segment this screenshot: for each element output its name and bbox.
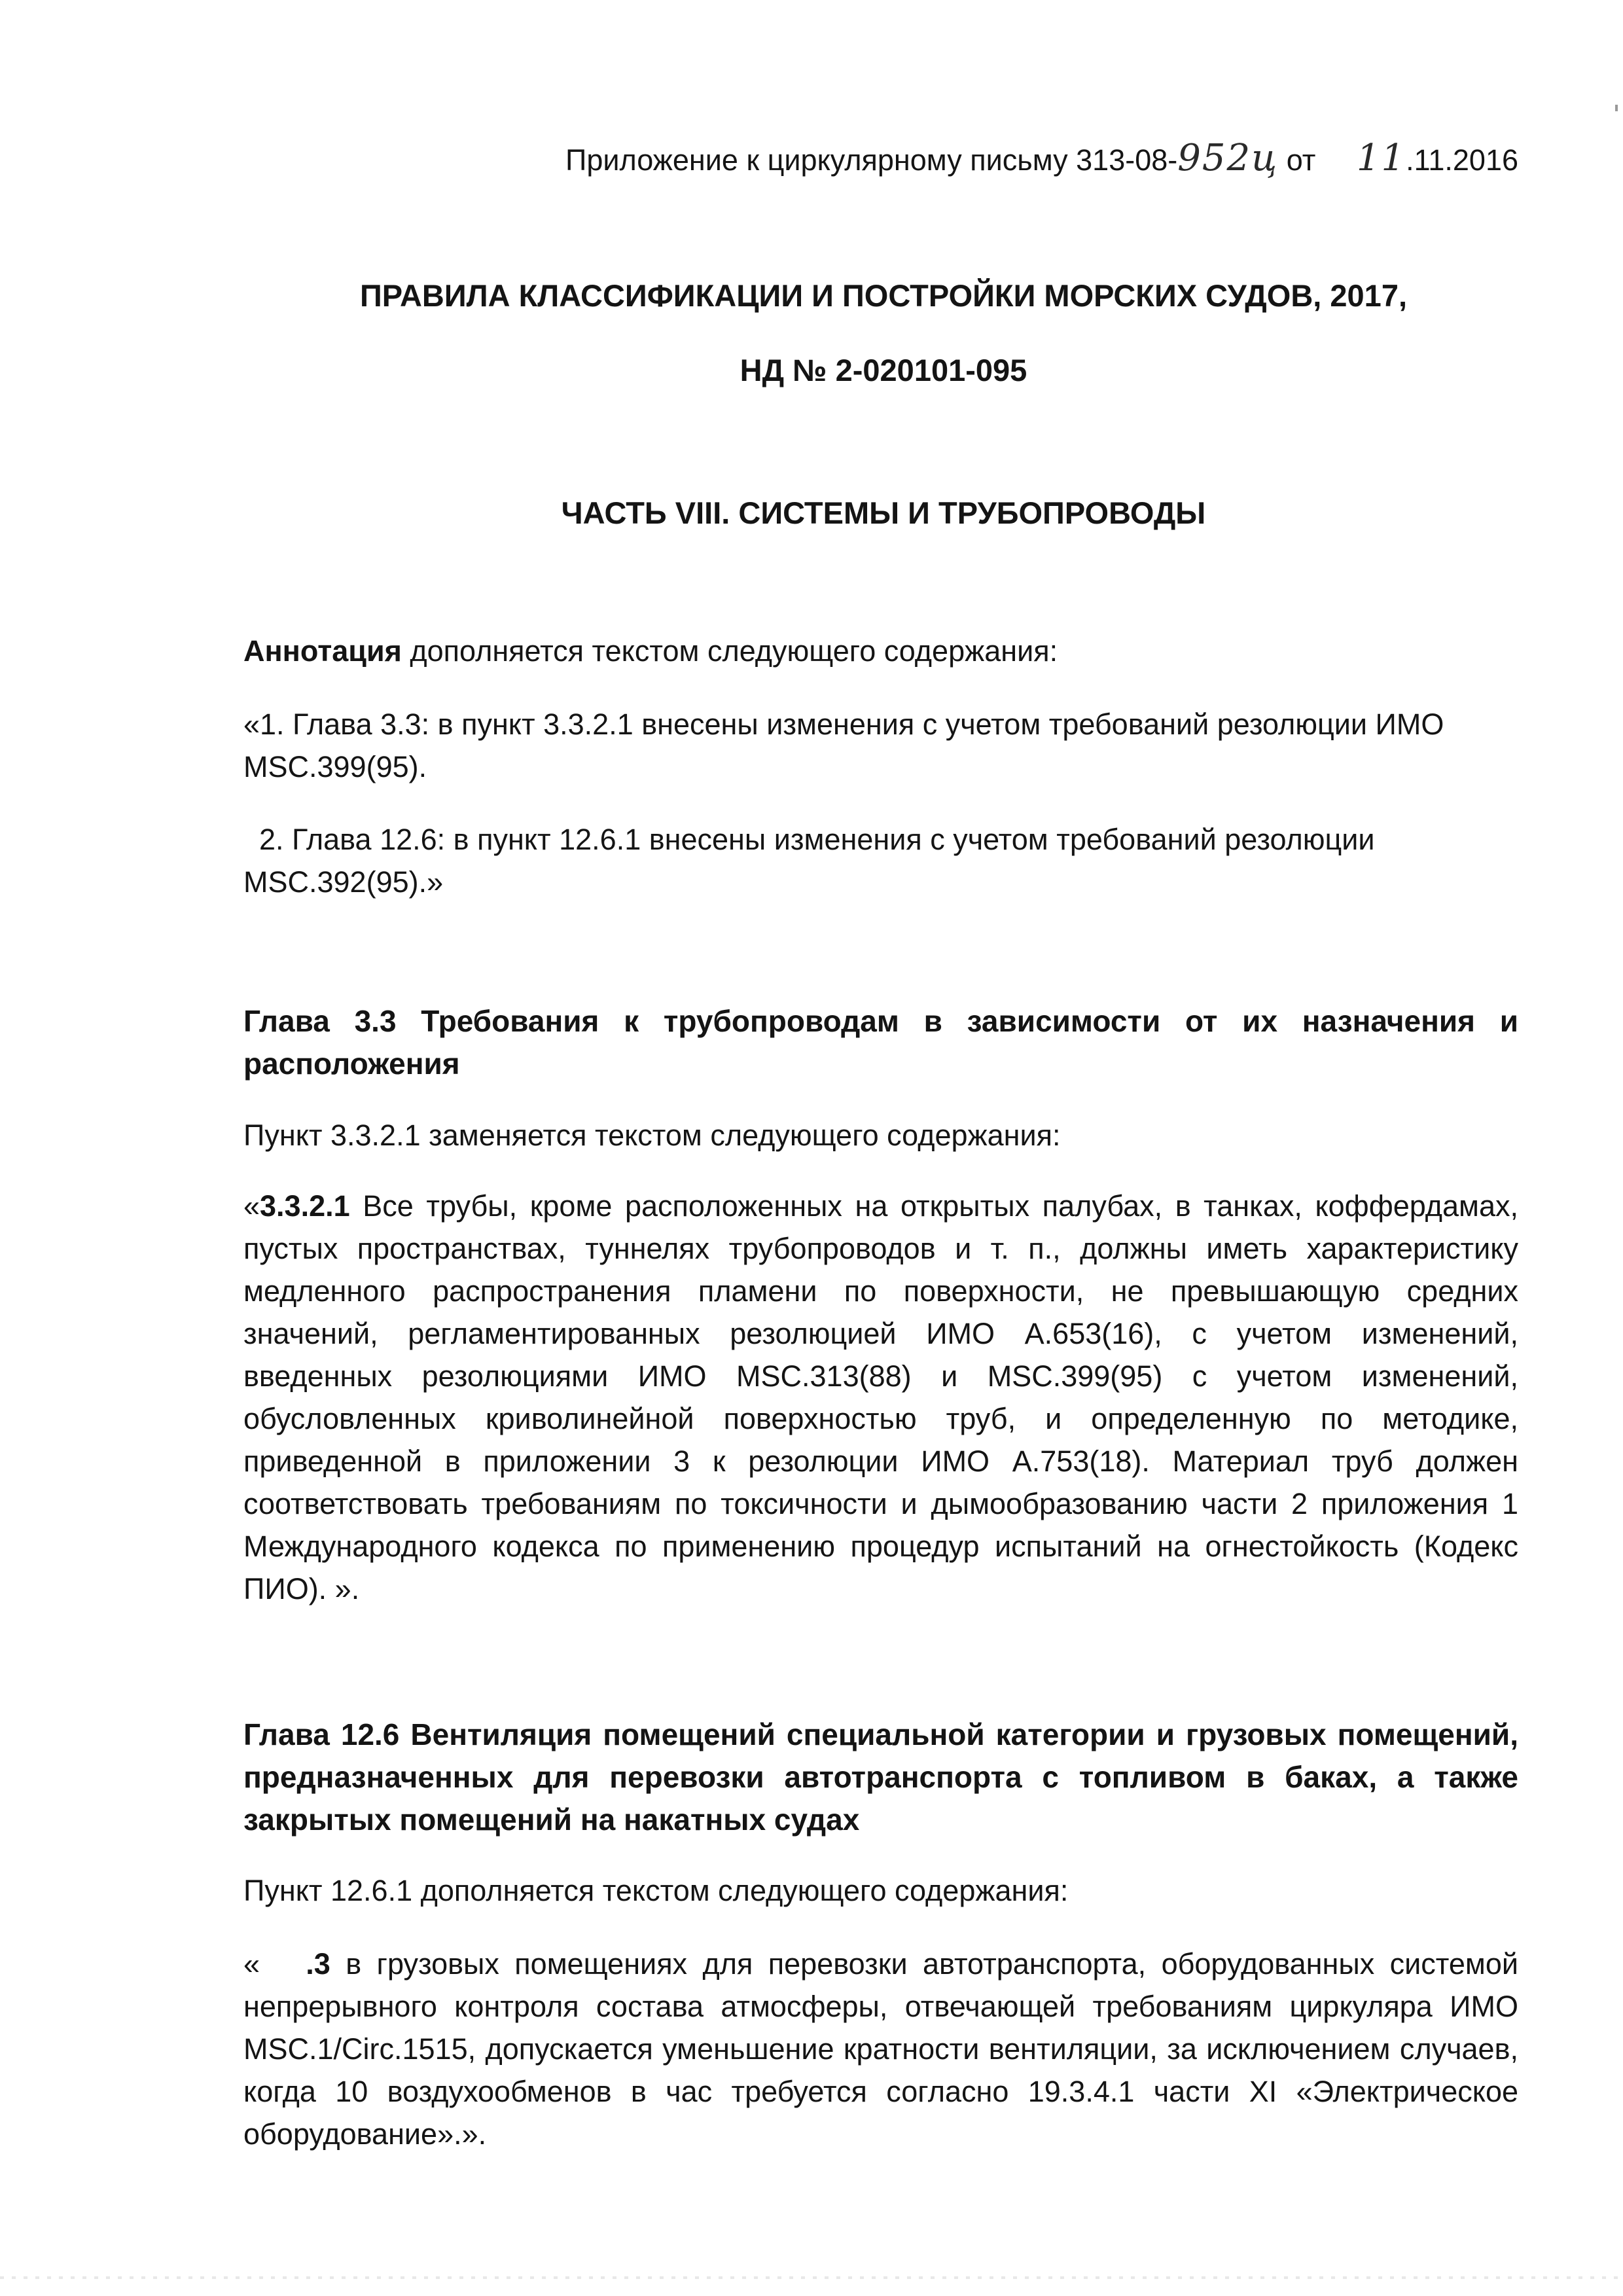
part-title: ЧАСТЬ VIII. СИСТЕМЫ И ТРУБОПРОВОДЫ <box>561 495 1206 530</box>
annotation-item-2: 2. Глава 12.6: в пункт 12.6.1 внесены изменения с учетом требований резолюции MSC.392(95).» <box>243 823 1375 899</box>
annotation-intro-text: дополняется текстом следующего содержания: <box>401 634 1058 668</box>
header-month-year: .11.2016 <box>1406 143 1518 177</box>
header-prefix: Приложение к циркулярному письму 313-08- <box>565 143 1178 177</box>
chapter-12-6-intro: Пункт 12.6.1 дополняется текстом следующего содержания: <box>243 1874 1069 1907</box>
circular-letter-reference <box>366 137 1518 181</box>
quote-open: « <box>243 1947 306 1981</box>
document-number: НД № 2-020101-095 <box>740 353 1027 387</box>
header-from-word: от <box>1286 143 1316 177</box>
scan-mark <box>1615 105 1618 111</box>
handwritten-letter-number: 952ц <box>1177 137 1279 179</box>
clause-text: Все трубы, кроме расположенных на открытых палубах, в танках, коффердамах, пустых пространствах, туннелях трубопроводов и т. п., должны иметь характеристику медленного распространения пламени по поверхности, не превышающую средних значений, регламентированных резолюцией ИМО А.653(16), с учетом изменений, введенных резолюциями ИМО MSC.313(88) и MSC.399(95) с учетом изменений, обусловленных криволинейной поверхностью труб, и определенную по методике, приведенной в приложении 3 к резолюции ИМО А.753(18). Материал труб должен соответствовать требованиям по токсичности и дымообразованию части 2 приложения 1 Международного кодекса по применению процедур испытаний на огнестойкость (Кодекс ПИО). ». <box>243 1189 1518 1605</box>
scan-edge-artifact <box>0 2276 1623 2279</box>
annotation-label: Аннотация <box>243 634 402 668</box>
clause-3-3-2-1 <box>243 1185 1518 1610</box>
annotation-intro <box>243 630 1518 672</box>
document-title: ПРАВИЛА КЛАССИФИКАЦИИ И ПОСТРОЙКИ МОРСКИХ СУДОВ, 2017, <box>359 278 1408 313</box>
handwritten-day: 11 <box>1356 137 1406 179</box>
annotation-item-1: «1. Глава 3.3: в пункт 3.3.2.1 внесены изменения с учетом требований резолюции ИМО MSC.399(95). <box>243 708 1444 783</box>
chapter-3-3-heading: Глава 3.3 Требования к трубопроводам в зависимости от их назначения и расположения <box>243 1004 1518 1081</box>
chapter-3-3-intro: Пункт 3.3.2.1 заменяется текстом следующего содержания: <box>243 1119 1061 1152</box>
clause-12-6-1-3 <box>243 1943 1518 2155</box>
quote-open: « <box>243 1189 260 1223</box>
clause-number: 3.3.2.1 <box>260 1189 350 1223</box>
chapter-12-6-heading: Глава 12.6 Вентиляция помещений специальной категории и грузовых помещений, предназначенных для перевозки автотранспорта с топливом в баках, а также закрытых помещений на накатных судах <box>243 1717 1518 1837</box>
clause-text: в грузовых помещениях для перевозки автотранспорта, оборудованных системой непрерывного контроля состава атмосферы, отвечающей требованиям циркуляра ИМО MSC.1/Circ.1515, допускается уменьшение кратности вентиляции, за исключением случаев, когда 10 воздухообменов в час требуется согласно 19.3.4.1 части XI «Электрическое оборудование».». <box>243 1947 1518 2151</box>
clause-number: .3 <box>306 1947 330 1981</box>
